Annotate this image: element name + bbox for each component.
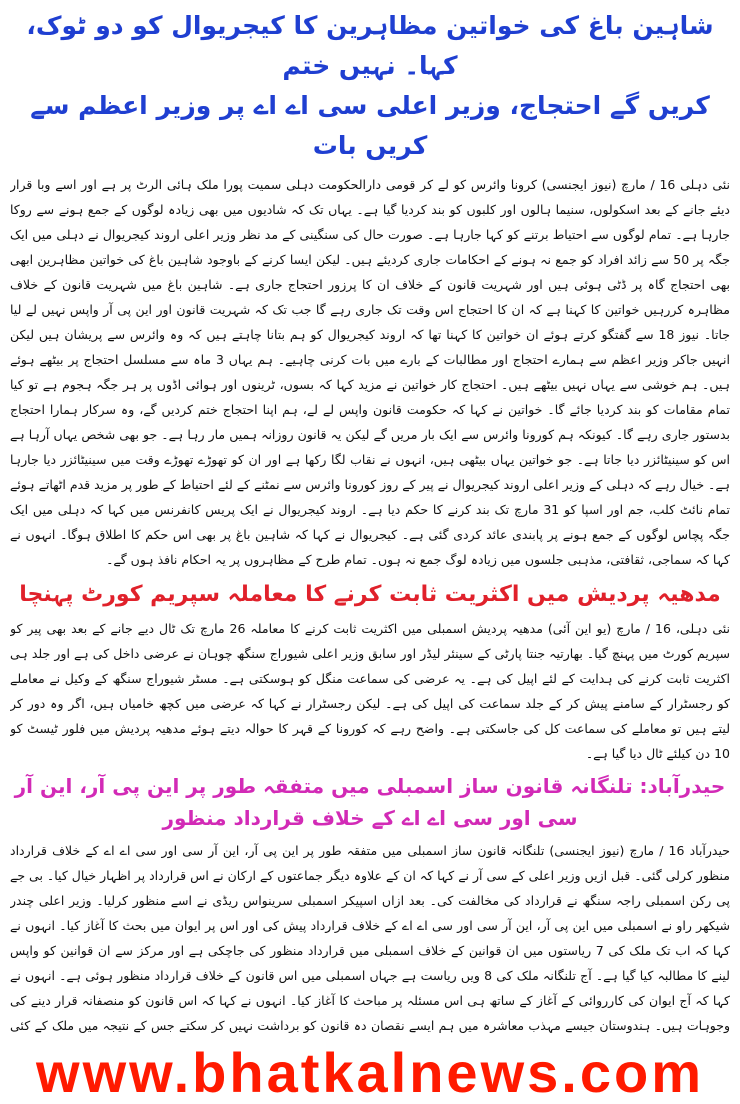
website-footer: www.bhatkalnews.com: [0, 1042, 740, 1104]
headline-line-2: کریں گے احتجاج، وزیر اعلی سی اے اے پر وزیر اعظم سے کریں بات: [30, 91, 710, 160]
article-telangana: حیدرآباد 16 / مارچ (نیوز ایجنسی) تلنگانہ قانون ساز اسمبلی میں متفقہ طور پر این پی آر، این آر سی اور سی اے اے کے خلاف قرارداد منظور کرلی گئی۔ قبل ازیں وزیر اعلی کے سی آر نے کہا کہ ان کے علاوہ دیگر جماعتوں کے ارکان نے اس قرارداد پر اظہار خیال کیا۔ بی جے پی رکن اسمبلی راجہ سنگھ نے قرارداد کی مخالفت کی۔ بعد ازاں اسپیکر اسمبلی سرینواس ریڈی نے اسے منظور کرلیا۔ وزیر اعلی چندر شیکھر راو نے اسمبلی میں این پی آر، این آر سی اور سی اے اے کے خلاف قرارداد پیش کی اور اس پر ایوان میں بحث کا آغاز کیا۔ انہوں نے کہا کہ اب تک ملک کی 7 ریاستوں میں ان قوانین کے خلاف اسمبلی میں قرارداد منظور کی جاچکی ہے اور مرکز سے ان قوانین کو واپس لینے کا مطالبہ کیا گیا ہے۔ آج تلنگانہ ملک کی 8 ویں ریاست ہے جہاں اسمبلی میں اس قانون کے خلاف قرارداد منظور ہوئی ہے۔ انہوں نے کہا کہ آج ایوان کی کارروائی کے آغاز کے ساتھ ہی اس مسئلہ پر مباحث کا آغاز کیا۔ انہوں نے کہا کہ اس قانون کو منصفانہ قرار دینے کی وجوہات ہیں۔ ہندوستان جیسے مہذب معاشرہ میں ہم ایسے نقصان دہ قانون کو برداشت نہیں کر سکتے جس کے نتیجہ میں ملک کے کئی: [10, 843, 730, 1033]
headline-line-1: شاہین باغ کی خواتین مظاہرین کا کیجریوال کو دو ٹوک، کہا۔ نہیں ختم: [26, 11, 714, 80]
page-body: [10, 6, 730, 1038]
article-madhya-pradesh: نئی دہلی، 16 / مارچ (یو این آئی) مدھیہ پردیش اسمبلی میں اکثریت ثابت کرنے کا معاملہ 26 مارچ تک ٹال دیے جانے کے بعد بھی پیر کو سپریم کورٹ میں پہنچ گیا۔ بھارتیہ جنتا پارٹی کے سینئر لیڈر اور سابق وزیر اعلی شیوراج سنگھ چوہان نے عرضی داخل کی ہے اور جلد ہی اکثریت ثابت کرنے کی ہدایت کے لئے اپیل کی ہے۔ یہ عرضی کی سماعت منگل کو ہوسکتی ہے۔ مسٹر شیوراج سنگھ کے وکیل نے معاملے کو رجسٹرار کے سامنے پیش کر کے جلد سماعت کی اپیل کی ہے۔ لیکن رجسٹرار نے کہا کہ عرضی میں کچھ خامیاں ہیں، اگر وہ دور کر لیتے ہیں تو معاملے کی سماعت کل کی جاسکتی ہے۔ واضح رہے کہ کورونا کے قہر کا حوالہ دیتے ہوئے مدھیہ پردیش میں فلور ٹیسٹ کو 10 دن کیلئے ٹال دیا گیا ہے۔: [10, 621, 730, 761]
subhead-telangana: حیدرآباد: تلنگانہ قانون ساز اسمبلی میں متفقہ طور پر این پی آر، این آر سی اور سی اے اے کے خلاف قرارداد منظور: [14, 774, 726, 830]
subhead-madhya-pradesh: مدھیہ پردیش میں اکثریت ثابت کرنے کا معاملہ سپریم کورٹ پہنچا: [19, 582, 721, 607]
article-shaheen-bagh: نئی دہلی 16 / مارچ (نیوز ایجنسی) کرونا وائرس کو لے کر قومی دارالحکومت دہلی سمیت پورا ملک ہائی الرٹ پر ہے اور اسے وبا قرار دیئے جانے کے بعد اسکولوں، سنیما ہالوں اور کلبوں کو بند کردیا گیا ہے۔ یہاں تک کہ شادیوں میں بھی زیادہ لوگوں کے جمع ہونے سے روکا جارہا ہے۔ تمام لوگوں سے احتیاط برتنے کو کہا جارہا ہے۔ صورت حال کی سنگینی کے مد نظر وزیر اعلی اروند کیجریوال نے دہلی میں ایک جگہ پر 50 سے زائد افراد کو جمع نہ ہونے کے احکامات جاری کردیئے ہیں۔ لیکن ایسا کرنے کے باوجود شاہین باغ کی خواتین مظاہرین ابھی بھی احتجاج گاہ پر ڈٹی ہوئی ہیں اور شہریت قانون کے خلاف ان کا پرزور احتجاج جاری ہے۔ شاہین باغ میں شہریت قانون کے خلاف مظاہرہ کررہیں خواتین کا کہنا ہے کہ ان کا احتجاج اس وقت تک جاری رہے گا جب تک کہ شہریت قانون اور این پی آر واپس نہیں لے لیا جاتا۔ نیوز 18 سے گفتگو کرتے ہوئے ان خواتین کا کہنا تھا کہ اروند کیجریوال کو ہم بتانا چاہتے ہیں کہ وہ وائرس سے پریشان ہیں لیکن انہیں جاکر وزیر اعظم سے ہمارے احتجاج اور مطالبات کے بارے میں بات کرنی چاہیے۔ ہم یہاں 3 ماہ سے مسلسل احتجاج پر بیٹھے ہوئے ہیں۔ ہم خوشی سے یہاں نہیں بیٹھے ہیں۔ احتجاج کار خواتین نے مزید کہا کہ بسوں، ٹرینوں اور ہوائی اڈوں پر ہر جگہ ہجوم ہے تو کیا تمام مقامات کو بند کردیا جائے گا۔ خواتین نے کہا کہ حکومت قانون واپس لے لے، ہم اپنا احتجاج ختم کردیں گے، وہ سرکار ہمارا احتجاج بدستور جاری رہے گا۔ کیونکہ ہم کورونا وائرس سے ایک بار مریں گے لیکن یہ قانون روزانہ ہمیں مار رہا ہے۔ جو بھی شخص یہاں آرہا ہے اس کو سینیٹائزر دیا جاتا ہے۔ جو خواتین یہاں بیٹھی ہیں، انہوں نے نقاب لگا رکھا ہے اور ان کو تھوڑے تھوڑے وقت میں سینیٹائزر دیا جارہا ہے۔ خیال رہے کہ دہلی کے وزیر اعلی اروند کیجریوال نے پیر کے روز کورونا وائرس سے نمٹنے کے لئے احتیاط کے طور پر مزید قدم اٹھاتے ہوئے تمام نائٹ کلب، جم اور اسپا کو 31 مارچ تک بند کرنے کا حکم دیا ہے۔ اروند کیجریوال نے ایک پریس کانفرنس میں کہا کہ دہلی میں ایک جگہ پچاس لوگوں کے جمع ہونے پر پابندی عائد کردی گئی ہے۔ کیجریوال نے کہا کہ شاہین باغ پر بھی اس حکم کا اطلاق ہوگا۔ انہوں نے کہا کہ سماجی، ثقافتی، مذہبی جلسوں میں زیادہ لوگ جمع نہ ہوں۔ تمام طرح کے مظاہروں پر یہ احکام نافذ ہوں گے۔: [10, 177, 730, 567]
